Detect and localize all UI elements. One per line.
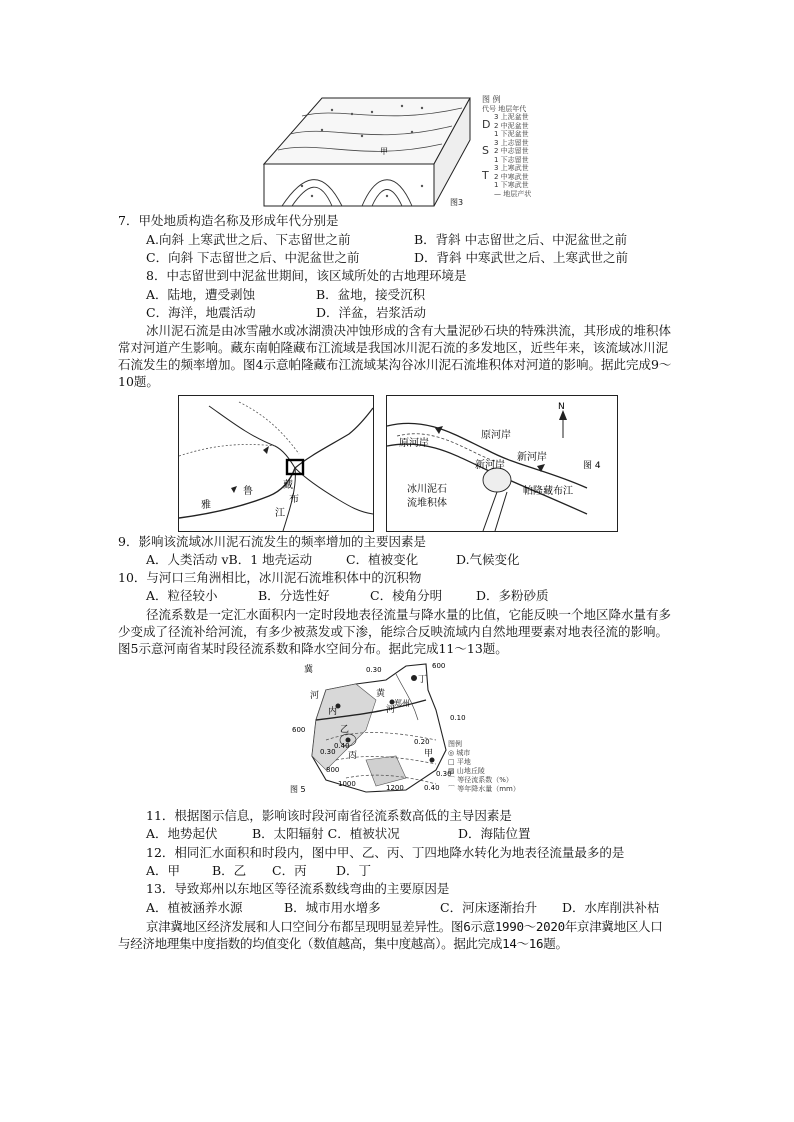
- fig5-legend-item: ⌒ 等年降水量（mm）: [448, 785, 520, 793]
- fig5-label-ji: 冀: [304, 665, 314, 675]
- fig3-label-jia: 甲: [380, 147, 388, 156]
- fig3-legend-item: 1 下寒武世: [494, 181, 529, 189]
- intro-9-10: 冰川泥石流是由冰雪融水或冰湖溃决冲蚀形成的含有大量泥砂石块的特殊洪流，其形成的堆积体常对河道产生影响。藏东南帕隆藏布江流域是我国冰川泥石流的多发地区，近些年来，该流域冰川泥石流发生的频率增加。图4示意帕隆藏布江流域某沟谷冰川泥石流堆积体对河道的影响。据此完成9～10题。: [118, 323, 672, 389]
- q12-stem: 12．相同汇水面积和时段内，图中甲、乙、丙、丁四地降水转化为地表径流量最多的是: [146, 845, 625, 860]
- fig4-bank-orig-1: 原河岸: [399, 438, 429, 449]
- fig5-label-huang: 黄: [376, 689, 386, 699]
- fig5-caption: 图 5: [290, 785, 306, 794]
- q11-stem: 11．根据图示信息，影响该时段河南省径流系数高低的主导因素是: [146, 808, 512, 823]
- q7-option-b: B．背斜 中志留世之后、中泥盆世之前: [414, 232, 628, 247]
- fig5-legend: [448, 740, 520, 794]
- fig3-legend-fault: — 地层产状: [494, 189, 532, 198]
- fig5-value: 1000: [338, 780, 356, 788]
- fig5-label-jia: 甲: [424, 749, 434, 759]
- q10-option-b: B．分选性好: [258, 588, 330, 603]
- fig5-value: 1200: [386, 784, 404, 792]
- q8-option-b: B．盆地，接受沉积: [316, 287, 426, 302]
- fig5-legend-item: ◎ 城市: [448, 749, 471, 757]
- q12-option-a: A．甲: [146, 863, 181, 878]
- fig5-value: 0.30: [366, 666, 382, 674]
- q10-option-c: C．棱角分明: [370, 588, 443, 603]
- fig5-legend-title: 图例: [448, 740, 462, 748]
- q9-option-d: D.气候变化: [456, 552, 520, 567]
- q8-option-c: C．海洋，地震活动: [146, 305, 256, 320]
- q8-option-a: A．陆地，遭受剥蚀: [146, 287, 256, 302]
- fig4-bank-orig-2: 原河岸: [481, 430, 511, 441]
- fig3-legend-code: S: [482, 143, 489, 157]
- fig4-bank-new-2: 新河岸: [475, 460, 505, 471]
- fig3-legend-item: 2 中泥盆世: [494, 121, 529, 130]
- fig4-river-label: 帕隆藏布江: [523, 486, 573, 497]
- fig4-label-bu: 布: [289, 494, 299, 505]
- fig3-legend-title: 图 例: [482, 95, 501, 104]
- fig4-caption: 图 4: [583, 461, 601, 471]
- fig4-deposit-line1: 冰川泥石: [407, 484, 447, 495]
- fig4-label-zang: 藏: [283, 480, 293, 491]
- q12-option-b: B．乙: [212, 863, 247, 878]
- figure-3: [262, 96, 472, 208]
- fig5-label-zhengzhou: 郑州: [394, 699, 410, 708]
- q8-stem: 8．中志留世到中泥盆世期间，该区域所处的古地理环境是: [146, 268, 467, 283]
- q11-option-d: D．海陆位置: [458, 826, 531, 841]
- q7-stem: 7．甲处地质构造名称及形成年代分别是: [118, 213, 339, 228]
- fig5-value: 600: [432, 662, 446, 670]
- figure-4-left-map: [178, 395, 374, 532]
- fig3-legend-item: 2 中寒武世: [494, 172, 529, 181]
- fig5-label-nei: 内: [328, 707, 338, 717]
- fig4-deposit-line2: 流堆积体: [407, 498, 447, 509]
- fig4-bank-new-1: 新河岸: [517, 452, 547, 463]
- figure-4-right-map: [386, 395, 618, 532]
- fig3-legend-item: 3 上寒武世: [494, 164, 529, 172]
- fig4-north-label: N: [558, 402, 565, 412]
- q7-option-d: D．背斜 中寒武世之后、上寒武世之前: [414, 250, 628, 265]
- fig3-legend-item: 1 下泥盆世: [494, 130, 529, 138]
- q12-option-d: D．丁: [336, 863, 372, 878]
- q13-option-c: C．河床逐渐抬升: [440, 900, 538, 915]
- q9-option-c: C．植被变化: [346, 552, 419, 567]
- q10-option-d: D．多粉砂质: [476, 588, 549, 603]
- q9-option-ab: A．人类活动 vB．1 地壳运动: [146, 552, 313, 567]
- intro-11-13: 径流系数是一定汇水面积内一定时段地表径流量与降水量的比值，它能反映一个地区降水量有多少变成了径流补给河流，有多少被蒸发或下渗，能综合反映流域内自然地理要素对地表径流的影响。图5示意河南省某时段径流系数和降水空间分布。据此完成11～13题。: [118, 607, 672, 656]
- fig3-legend-code: T: [482, 169, 489, 182]
- fig5-value: 0.30: [320, 748, 336, 756]
- fig3-legend-item: 3 上泥盆世: [494, 113, 529, 121]
- q11-option-bc: B．太阳辐射 C．植被状况: [252, 826, 400, 841]
- q10-stem: 10．与河口三角洲相比，冰川泥石流堆积体中的沉积物: [118, 570, 422, 585]
- fig5-label-he: 河: [310, 691, 320, 701]
- fig5-value: 800: [326, 766, 340, 774]
- fig5-value: 600: [292, 726, 306, 734]
- fig5-label-he2: 河: [386, 705, 396, 715]
- q9-stem: 9．影响该流域冰川泥石流发生的频率增加的主要因素是: [118, 534, 426, 549]
- q11-option-a: A．地势起伏: [146, 826, 218, 841]
- q13-option-d: D．水库削洪补枯: [562, 900, 660, 915]
- fig5-value: 0.40: [334, 742, 350, 750]
- fig5-value: 0.20: [414, 738, 430, 746]
- intro-14-16: 京津冀地区经济发展和人口空间分布都呈现明显差异性。图6示意1990～2020年京津冀地区人口与经济地理集中度指数的均值变化（数值越高，集中度越高）。据此完成14～16题。: [118, 919, 663, 951]
- fig4-label-jiang: 江: [275, 508, 285, 519]
- fig5-value: 0.40: [424, 784, 440, 792]
- q13-option-b: B．城市用水增多: [284, 900, 381, 915]
- fig5-legend-item: ⌒ 等径流系数（%）: [448, 776, 513, 784]
- fig3-legend-code: D: [482, 118, 491, 131]
- figure-5: [286, 660, 526, 800]
- fig4-label-ya: 雅: [201, 500, 211, 511]
- q10-option-a: A．粒径较小: [146, 588, 218, 603]
- q13-stem: 13．导致郑州以东地区等径流系数线弯曲的主要原因是: [146, 881, 450, 896]
- fig3-legend-item: 1 下志留世: [494, 155, 529, 164]
- fig3-caption: 图3: [450, 198, 464, 207]
- fig4-label-lu: 鲁: [243, 486, 253, 497]
- q13-option-a: A．植被涵养水源: [146, 900, 243, 915]
- fig3-legend-header: 代号 地层年代: [482, 104, 527, 113]
- q7-option-a: A.向斜 上寒武世之后、下志留世之前: [146, 232, 351, 247]
- fig5-legend-item: □ 平地: [448, 758, 471, 766]
- fig3-legend: [482, 96, 552, 198]
- fig5-legend-item: ▨ 山地丘陵: [448, 767, 485, 775]
- fig3-legend-item: 3 上志留世: [494, 138, 529, 147]
- fig3-block-diagram: [262, 96, 472, 208]
- fig5-label-yi: 乙: [340, 725, 350, 735]
- fig5-label-bing: 丙: [348, 751, 358, 761]
- fig5-value: 0.10: [450, 714, 466, 722]
- fig3-legend-item: 2 中志留世: [494, 147, 529, 155]
- q12-option-c: C．丙: [272, 863, 307, 878]
- q8-option-d: D．洋盆，岩浆活动: [316, 305, 427, 320]
- fig5-label-ding: 丁: [418, 675, 428, 685]
- q7-option-c: C．向斜 下志留世之后、中泥盆世之前: [146, 250, 360, 265]
- fig5-value: 0.30: [436, 770, 452, 778]
